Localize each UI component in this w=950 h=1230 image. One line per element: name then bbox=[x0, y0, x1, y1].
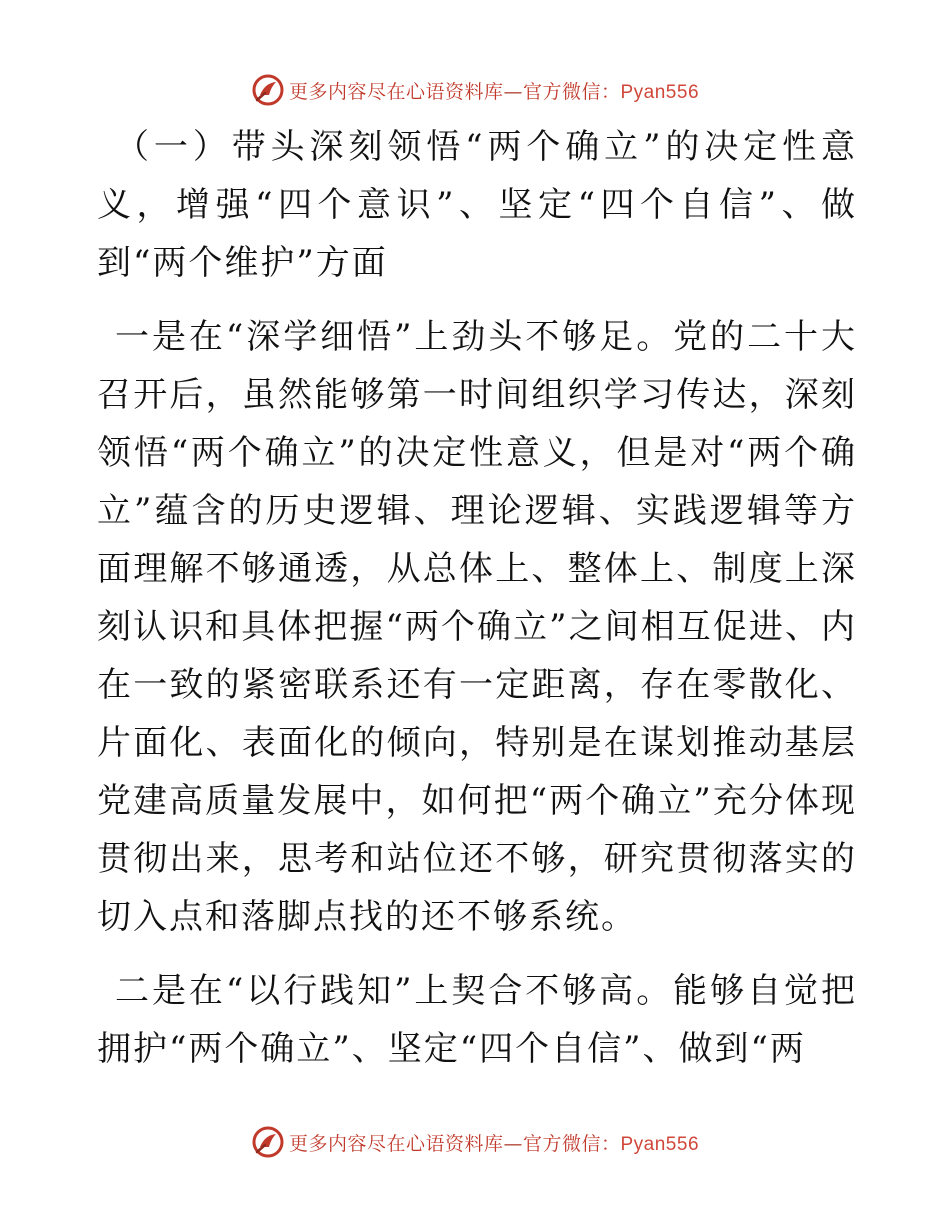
paragraph-2: 二是在“以行践知”上契合不够高。能够自觉把拥护“两个确立”、坚定“四个自信”、做到“两 bbox=[97, 971, 857, 1069]
watermark-banner-top bbox=[0, 70, 950, 110]
watermark-text: 更多内容尽在心语资料库—官方微信：Pyan556 bbox=[288, 80, 700, 103]
watermark-banner-bottom bbox=[0, 1122, 950, 1162]
logo-icon bbox=[251, 73, 285, 107]
document-body bbox=[97, 118, 857, 1094]
logo-icon bbox=[251, 1125, 285, 1159]
section-heading: （一）带头深刻领悟“两个确立”的决定性意义，增强“四个意识”、坚定“四个自信”、做到“两个维护”方面 bbox=[97, 127, 857, 283]
paragraph-1: 一是在“深学细悟”上劲头不够足。党的二十大召开后，虽然能够第一时间组织学习传达，深刻领悟“两个确立”的决定性意义，但是对“两个确立”蕴含的历史逻辑、理论逻辑、实践逻辑等方面理解不够通透，从总体上、整体上、制度上深刻认识和具体把握“两个确立”之间相互促进、内在一致的紧密联系还有一定距离，存在零散化、片面化、表面化的倾向，特别是在谋划推动基层党建高质量发展中，如何把“两个确立”充分体现贯彻出来，思考和站位还不够，研究贯彻落实的切入点和落脚点找的还不够系统。 bbox=[97, 317, 857, 937]
watermark-text: 更多内容尽在心语资料库—官方微信：Pyan556 bbox=[288, 1132, 700, 1155]
